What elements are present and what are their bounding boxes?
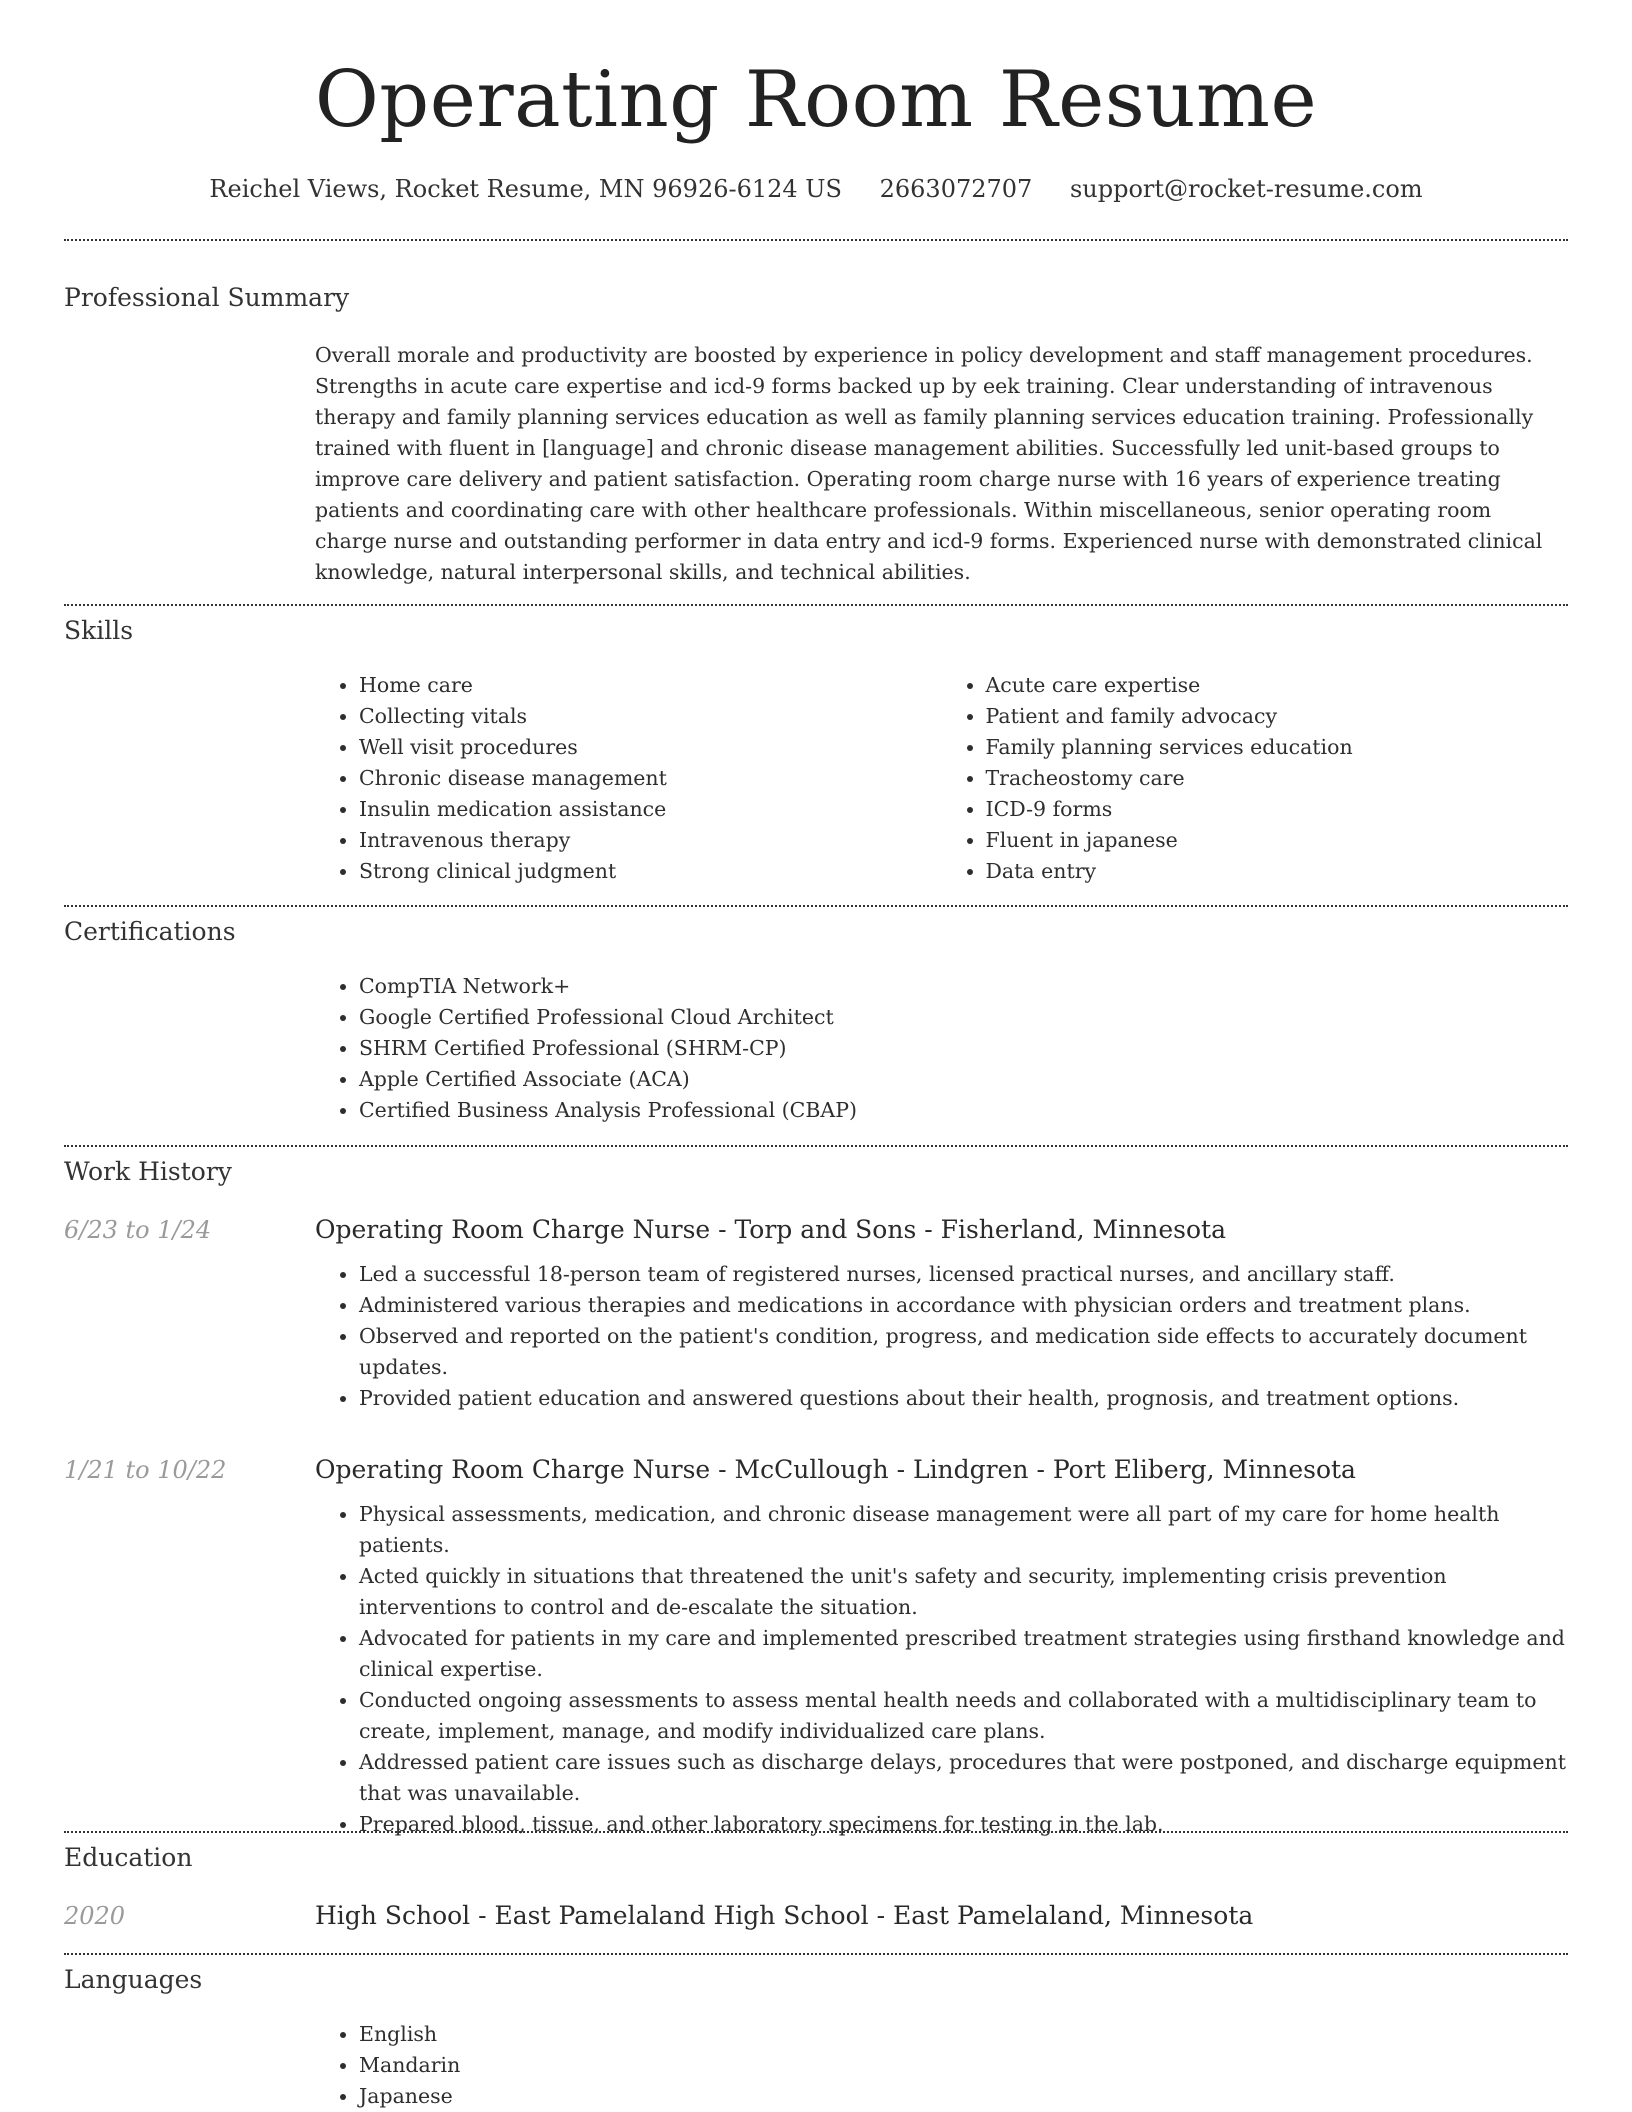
language-item: • Japanese — [359, 2081, 1568, 2112]
education-title: High School - East Pamelaland High School - East Pamelaland, Minnesota — [315, 1901, 1254, 1930]
skills-section — [64, 604, 1568, 883]
skill-item: • Insulin medication assistance — [359, 794, 942, 825]
certification-item: • Google Certified Professional Cloud Architect — [359, 1002, 1568, 1033]
education-date: 2020 — [64, 1902, 126, 1930]
job-bullet: • Prepared blood, tissue, and other laboratory specimens for testing in the lab. — [359, 1809, 1568, 1840]
work-section — [64, 1145, 1568, 1836]
summary-heading: Professional Summary — [64, 283, 350, 312]
skill-item: • Intravenous therapy — [359, 825, 942, 856]
divider — [64, 604, 1568, 606]
job-dates: 6/23 to 1/24 — [64, 1216, 212, 1244]
job-bullet: • Acted quickly in situations that threatened the unit's safety and security, implementing crisis prevention interventions to control and de-escalate the situation. — [359, 1561, 1568, 1623]
skill-item: • Acute care expertise — [986, 670, 1569, 701]
job-bullet: • Advocated for patients in my care and implemented prescribed treatment strategies using firsthand knowledge and clinical expertise. — [359, 1623, 1568, 1685]
job-bullet: • Addressed patient care issues such as discharge delays, procedures that were postponed, and discharge equipment that was unavailable. — [359, 1747, 1568, 1809]
language-item: • English — [359, 2019, 1568, 2050]
certification-item: • SHRM Certified Professional (SHRM-CP) — [359, 1033, 1568, 1064]
certifications-list — [315, 971, 1568, 1126]
resume-page — [64, 0, 1568, 2108]
job-bullet: • Observed and reported on the patient's condition, progress, and medication side effects to accurately document updates. — [359, 1321, 1568, 1383]
summary-text: Overall morale and productivity are boosted by experience in policy development and staff management procedures. Strengths in acute care expertise and icd-9 forms backed up by eek training. Clear understanding of intravenous therapy and family planning services education as well as family planning services education training. Professionally trained with fluent in [language] and chronic disease management abilities. Successfully led unit-based groups to improve care delivery and patient satisfaction. Operating room charge nurse with 16 years of experience treating patients and coordinating care with other healthcare professionals. Within miscellaneous, senior operating room charge nurse and outstanding performer in data entry and icd-9 forms. Experienced nurse with demonstrated clinical knowledge, natural interpersonal skills, and technical abilities. — [315, 343, 1543, 584]
certification-item: • CompTIA Network+ — [359, 971, 1568, 1002]
skill-item: • Data entry — [986, 856, 1569, 887]
languages-heading: Languages — [64, 1965, 203, 1994]
job-bullets — [315, 1499, 1568, 1840]
skill-item: • ICD-9 forms — [986, 794, 1569, 825]
divider — [64, 1145, 1568, 1147]
job-bullet: • Provided patient education and answered questions about their health, prognosis, and treatment options. — [359, 1383, 1568, 1414]
languages-list — [315, 2019, 1568, 2112]
skill-item: • Strong clinical judgment — [359, 856, 942, 887]
job-bullet: • Led a successful 18-person team of registered nurses, licensed practical nurses, and ancillary staff. — [359, 1259, 1568, 1290]
job-bullets — [315, 1259, 1568, 1414]
skills-left-column — [315, 670, 942, 887]
languages-section — [64, 1953, 1568, 2108]
skills-right-column — [942, 670, 1569, 887]
language-item: • Mandarin — [359, 2050, 1568, 2081]
skill-item: • Home care — [359, 670, 942, 701]
skill-item: • Collecting vitals — [359, 701, 942, 732]
skill-item: • Family planning services education — [986, 732, 1569, 763]
skill-item: • Tracheostomy care — [986, 763, 1569, 794]
certification-item: • Apple Certified Associate (ACA) — [359, 1064, 1568, 1095]
contact-phone: 2663072707 — [879, 175, 1033, 203]
skill-item: • Fluent in japanese — [986, 825, 1569, 856]
job-bullet: • Physical assessments, medication, and chronic disease management were all part of my care for home health patients. — [359, 1499, 1568, 1561]
divider — [64, 1831, 1568, 1833]
divider — [64, 239, 1568, 241]
skill-item: • Patient and family advocacy — [986, 701, 1569, 732]
divider — [64, 905, 1568, 907]
skills-list — [315, 670, 1568, 887]
skill-item: • Well visit procedures — [359, 732, 942, 763]
resume-title: Operating Room Resume — [314, 55, 1318, 145]
job-bullet: • Administered various therapies and medications in accordance with physician orders and treatment plans. — [359, 1290, 1568, 1321]
job-title: Operating Room Charge Nurse - Torp and Sons - Fisherland, Minnesota — [315, 1215, 1226, 1244]
summary-section — [64, 239, 1568, 584]
divider — [64, 1953, 1568, 1955]
job-title: Operating Room Charge Nurse - McCullough - Lindgren - Port Eliberg, Minnesota — [315, 1455, 1356, 1484]
contact-email: support@rocket-resume.com — [1069, 175, 1423, 203]
contact-line — [64, 172, 1568, 206]
job-bullet: • Conducted ongoing assessments to assess mental health needs and collaborated with a multidisciplinary team to create, implement, manage, and modify individualized care plans. — [359, 1685, 1568, 1747]
education-section — [64, 1831, 1568, 1930]
certifications-section — [64, 905, 1568, 1122]
education-heading: Education — [64, 1843, 193, 1872]
contact-address: Reichel Views, Rocket Resume, MN 96926-6124 US — [209, 175, 842, 203]
certifications-heading: Certifications — [64, 917, 236, 946]
skills-heading: Skills — [64, 616, 134, 645]
certification-item: • Certified Business Analysis Professional (CBAP) — [359, 1095, 1568, 1126]
work-heading: Work History — [64, 1157, 232, 1186]
job-dates: 1/21 to 10/22 — [64, 1456, 227, 1484]
skill-item: • Chronic disease management — [359, 763, 942, 794]
